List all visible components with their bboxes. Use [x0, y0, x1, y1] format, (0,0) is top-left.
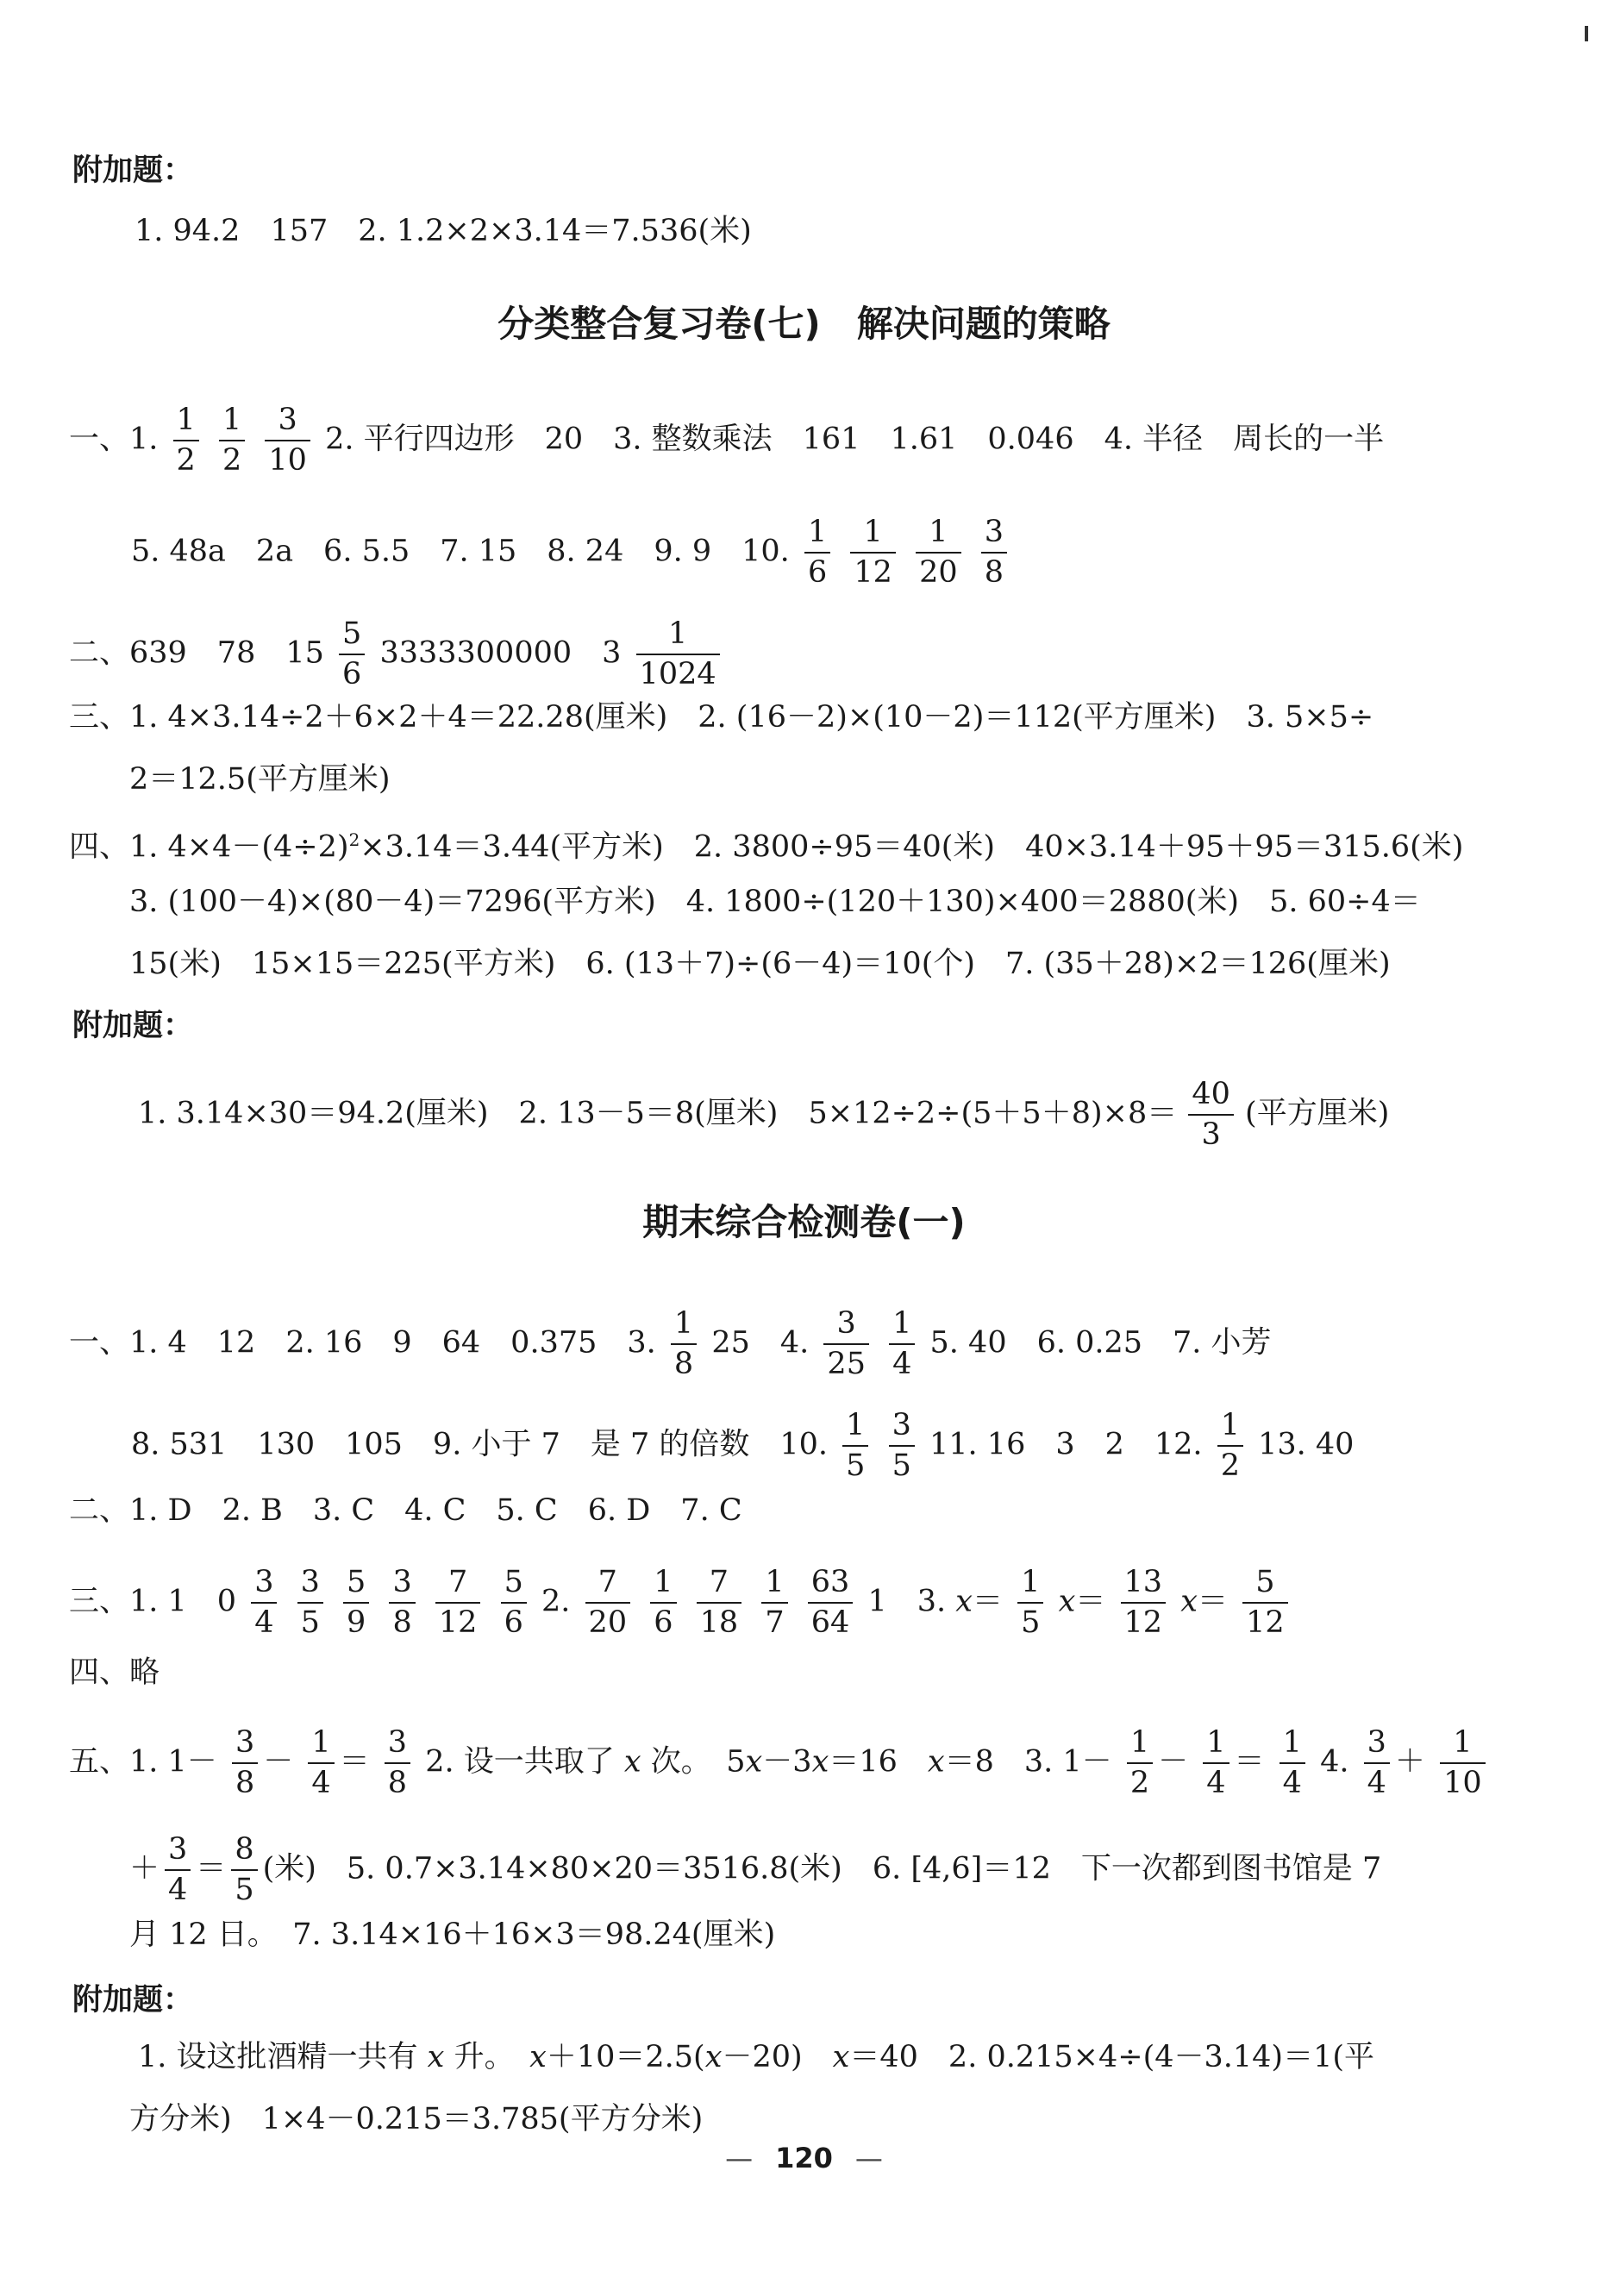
additional-label: 附加题：: [72, 1983, 194, 2018]
answer-line: 二、1. D 2. B 3. C 4. C 5. C 6. D 7. C: [69, 1493, 742, 1528]
fraction: $\frac{5}{9}$: [343, 1567, 369, 1638]
section-title: 分类整合复习卷(七) 解决问题的策略: [497, 303, 1111, 345]
fraction: $\frac{1}{5}$: [1017, 1567, 1043, 1638]
answer-line: 三、1. 1 0 $\frac{3}{4}$ $\frac{3}{5}$ $\frac{5}{9}$ $\frac{3}{8}$ $\frac{7}{12}$ $\frac{5}{6}$ 2. $\frac{7}{20}$ $\frac{1}{6}$ $\frac{7}{18}$ $\frac{1}{7}$ $\frac{63}{64}$ 1 3. x＝ $\frac{1}{5}$ x＝ $\frac{13}{12}$ x＝ $\frac{5}{12}$: [69, 1567, 1293, 1638]
answer-line: ＋ $\frac{3}{4}$ ＝ $\frac{8}{5}$ (米) 5. 0.7×3.14×80×20＝3516.8(米) 6. [4,6]＝12 下一次都到图书馆是 7: [129, 1832, 1382, 1907]
page-number: 120: [775, 2142, 833, 2174]
answer-line: 方分米) 1×4－0.215＝3.785(平方分米): [129, 2102, 704, 2136]
fraction: $\frac{40}{3}$: [1188, 1079, 1234, 1150]
answer-line: 1. 3.14×30＝94.2(厘米) 2. 13－5＝8(厘米) 5×12÷2÷(5＋5＋8)×8＝ $\frac{40}{3}$ (平方厘米): [138, 1077, 1390, 1152]
answer-line: 五、1. 1－ $\frac{3}{8}$ － $\frac{1}{4}$ ＝ $\frac{3}{8}$ 2. 设一共取了 x 次。 5x－3x＝16 x＝8 3. 1－ $\frac{1}{2}$ － $\frac{1}{4}$ ＝ $\frac{1}{4}$ 4. $\frac{3}{4}$ ＋ $\frac{1}{10}$: [69, 1728, 1491, 1799]
answer-line: 8. 531 130 105 9. 小于 7 是 7 的倍数 10. $\frac{1}{5}$ $\frac{3}{5}$ 11. 16 3 2 12. $\frac{1}{2}$ 13. 40: [131, 1408, 1355, 1483]
answer-line: 一、1. $\frac{1}{2}$ $\frac{1}{2}$ $\frac{3}{10}$ 2. 平行四边形 20 3. 整数乘法 161 1.61 0.046 4. 半径 周长的一半: [69, 403, 1385, 478]
fraction: $\frac{1}{6}$: [804, 517, 830, 588]
fraction: $\frac{1}{2}$: [1127, 1728, 1153, 1799]
fraction: $\frac{13}{12}$: [1121, 1567, 1167, 1638]
fraction: $\frac{1}{2}$: [173, 405, 199, 476]
fraction: $\frac{3}{4}$: [1364, 1728, 1390, 1799]
answer-line: 一、1. 4 12 2. 16 9 64 0.375 3. $\frac{1}{8}$ 25 4. $\frac{3}{25}$ $\frac{1}{4}$ 5. 40 6. 0.25 7. 小芳: [69, 1306, 1272, 1381]
fraction: $\frac{3}{8}$: [389, 1567, 415, 1638]
fraction: $\frac{1}{1024}$: [636, 619, 720, 690]
fraction: $\frac{1}{4}$: [1203, 1728, 1229, 1799]
fraction: $\frac{5}{12}$: [1242, 1567, 1288, 1638]
fraction: $\frac{1}{2}$: [219, 405, 245, 476]
fraction: $\frac{1}{4}$: [889, 1309, 915, 1379]
answer-line: 三、1. 4×3.14÷2＋6×2＋4＝22.28(厘米) 2. (16－2)×(10－2)＝112(平方厘米) 3. 5×5÷: [69, 700, 1374, 735]
answer-line: 1. 设这批酒精一共有 x 升。 x＋10＝2.5(x－20) x＝40 2. 0.215×4÷(4－3.14)＝1(平: [138, 2040, 1374, 2074]
answer-line: 1. 94.2 157 2. 1.2×2×3.14＝7.536(米): [135, 214, 752, 248]
fraction: $\frac{1}{4}$: [1280, 1728, 1305, 1799]
fraction: $\frac{3}{4}$: [251, 1567, 277, 1638]
fraction: $\frac{1}{4}$: [308, 1728, 334, 1799]
fraction: $\frac{5}{6}$: [501, 1567, 527, 1638]
fraction: $\frac{3}{25}$: [823, 1309, 869, 1379]
page-footer: — 120 —: [725, 2142, 883, 2174]
answer-line: 月 12 日。 7. 3.14×16＋16×3＝98.24(厘米): [129, 1918, 776, 1952]
fraction: $\frac{63}{64}$: [808, 1567, 854, 1638]
answer-line: 15(米) 15×15＝225(平方米) 6. (13＋7)÷(6－4)＝10(个) 7. (35＋28)×2＝126(厘米): [129, 947, 1391, 981]
answer-line: 四、略: [69, 1655, 160, 1690]
fraction: $\frac{1}{10}$: [1440, 1728, 1486, 1799]
scan-mark: [1585, 26, 1588, 41]
fraction: $\frac{1}{5}$: [842, 1411, 868, 1481]
fraction: $\frac{1}{2}$: [1217, 1411, 1243, 1481]
answer-line: 四、1. $4\times 4-(4\div 2)^2\times 3.14=3.44$(平方米) 2. 3800÷95＝40(米) 40×3.14＋95＋95＝315.6(米): [69, 829, 1464, 865]
fraction: $\frac{7}{18}$: [697, 1567, 742, 1638]
fraction: $\frac{3}{4}$: [165, 1835, 191, 1905]
additional-label: 附加题：: [72, 153, 194, 188]
answer-line: 二、639 78 15 $\frac{5}{6}$ 3333300000 3 $\frac{1}{1024}$: [69, 619, 725, 690]
answer-line: 3. (100－4)×(80－4)＝7296(平方米) 4. 1800÷(120＋130)×400＝2880(米) 5. 60÷4＝: [129, 885, 1421, 919]
fraction: $\frac{1}{12}$: [850, 517, 896, 588]
fraction: $\frac{3}{8}$: [981, 517, 1007, 588]
fraction: $\frac{3}{5}$: [889, 1411, 915, 1481]
answer-line: 2＝12.5(平方厘米): [129, 762, 391, 797]
fraction: $\frac{3}{8}$: [232, 1728, 258, 1799]
fraction: $\frac{7}{20}$: [585, 1567, 631, 1638]
fraction: $\frac{8}{5}$: [231, 1835, 257, 1905]
fraction: $\frac{1}{6}$: [650, 1567, 676, 1638]
fraction: $\frac{7}{12}$: [435, 1567, 481, 1638]
fraction: $\frac{1}{20}$: [916, 517, 961, 588]
section-title: 期末综合检测卷(一): [642, 1201, 966, 1243]
fraction: $\frac{3}{5}$: [297, 1567, 323, 1638]
fraction: $\frac{3}{8}$: [385, 1728, 410, 1799]
additional-label: 附加题：: [72, 1009, 194, 1043]
fraction: $\frac{1}{8}$: [671, 1309, 697, 1379]
answer-line: 5. 48a 2a 6. 5.5 7. 15 8. 24 9. 9 10. $\frac{1}{6}$ $\frac{1}{12}$ $\frac{1}{20}$ $\frac{3}{8}$: [131, 517, 1012, 588]
fraction: $\frac{3}{10}$: [265, 405, 310, 476]
fraction: $\frac{5}{6}$: [339, 619, 365, 690]
fraction: $\frac{1}{7}$: [761, 1567, 787, 1638]
